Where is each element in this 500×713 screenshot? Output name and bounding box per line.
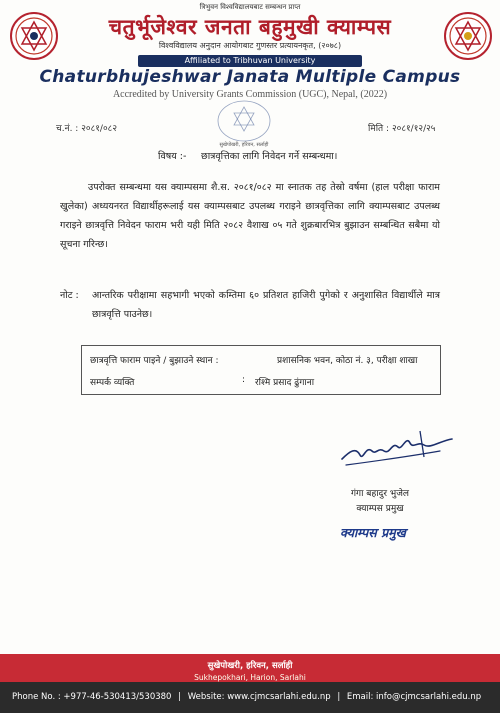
ref-value: २०८१/०८२ <box>81 124 117 134</box>
footer-address-english: Sukhepokhari, Harion, Sarlahi <box>194 673 306 682</box>
footer-contact-bar <box>0 682 500 713</box>
letter-date <box>368 121 435 134</box>
subject-text: छात्रवृत्तिका लागि निवेदन गर्ने सम्बन्धमा। <box>201 151 338 162</box>
subject-label: विषय :- <box>158 151 187 162</box>
footer <box>0 654 500 713</box>
signature <box>336 421 456 473</box>
footer-separator-1: | <box>178 692 182 702</box>
subject-line <box>158 149 337 162</box>
campus-name-nepali: चतुर्भूजेश्वर जनता बहुमुखी क्याम्पस <box>108 15 392 39</box>
footer-address-bar <box>0 654 500 682</box>
ref-label: च.नं. : <box>56 124 79 134</box>
campus-chief-stamp: क्याम्पस प्रमुख <box>340 525 406 540</box>
info-location-label: छात्रवृत्ति फाराम पाइने / बुझाउने स्थान : <box>90 356 219 366</box>
footer-phone: Phone No. : +977-46-530413/530380 <box>12 692 172 702</box>
footer-website[interactable]: Website: www.cjmcsarlahi.edu.np <box>187 692 331 702</box>
footer-address-nepali: सुखेपोखरी, हरिवन, सर्लाही <box>207 661 293 671</box>
seal-text: सुखेपोखरी, हरिवन, सर्लाही <box>219 142 269 148</box>
signatory-title: क्याम्पस प्रमुख <box>356 504 404 514</box>
university-affiliation-line: त्रिभुवन विश्वविद्यालयबाट सम्बन्धन प्राप्त <box>199 3 301 11</box>
signatory-name: गंगा बहादुर भुजेल <box>350 489 409 499</box>
note-label: नोट : <box>60 290 79 301</box>
reference-number <box>56 121 117 134</box>
accreditation-line: Accredited by University Grants Commission (UGC), Nepal, (2022) <box>112 89 388 100</box>
info-contact-label: सम्पर्क व्यक्ति <box>90 378 135 388</box>
campus-name-english: Chaturbhujeshwar Janata Multiple Campus <box>39 67 461 87</box>
info-contact-value: रश्मि प्रसाद ढुंगाना <box>255 378 315 388</box>
footer-email[interactable]: Email: info@cjmcsarlahi.edu.np <box>346 692 482 702</box>
affiliation-banner: Affiliated to Tribhuvan University <box>138 55 362 67</box>
grant-accreditation-line: विश्वविद्यालय अनुदान आयोगबाट गुणस्तर प्रत्यायनकृत, (२०७८) <box>158 41 342 50</box>
info-contact-separator: : <box>242 375 246 385</box>
footer-separator-2: | <box>337 692 341 702</box>
campus-seal <box>208 99 280 149</box>
notice-paragraph: उपरोक्त सम्बन्धमा यस क्याम्पसमा शै.स. २०८१/०८२ मा स्नातक तह तेस्रो वर्षमा (हाल परीक्षा फाराम खुलेका) अध्ययनरत विद्यार्थीहरूलाई यस क्याम्पसबाट उपलब्ध गराइने छात्रवृत्तिका लागि क्याम्पसबाट उपलब्ध गराइने छात्रवृत्ति निवेदन फाराम भरी यही मिति २०८२ वैशाख ०५ गते शुक्रबारभित्र बुझाउन सम्बन्धित सबैमा यो सूचना गरिन्छ। <box>60 182 440 250</box>
info-box <box>81 345 441 395</box>
info-location-value: प्रशासनिक भवन, कोठा नं. ३, परीक्षा शाखा <box>277 356 418 366</box>
date-value: २०८१/१२/२५ <box>391 124 436 134</box>
date-label: मिति : <box>368 124 390 134</box>
note-text: आन्तरिक परीक्षामा सहभागी भएको कम्तिमा ६० प्रतिशत हाजिरी पुगेको र अनुशासित विद्यार्थीले मात्र छात्रवृत्ति पाउनेछ। <box>92 290 440 320</box>
note-block <box>60 286 440 324</box>
signatory-block <box>320 487 440 517</box>
